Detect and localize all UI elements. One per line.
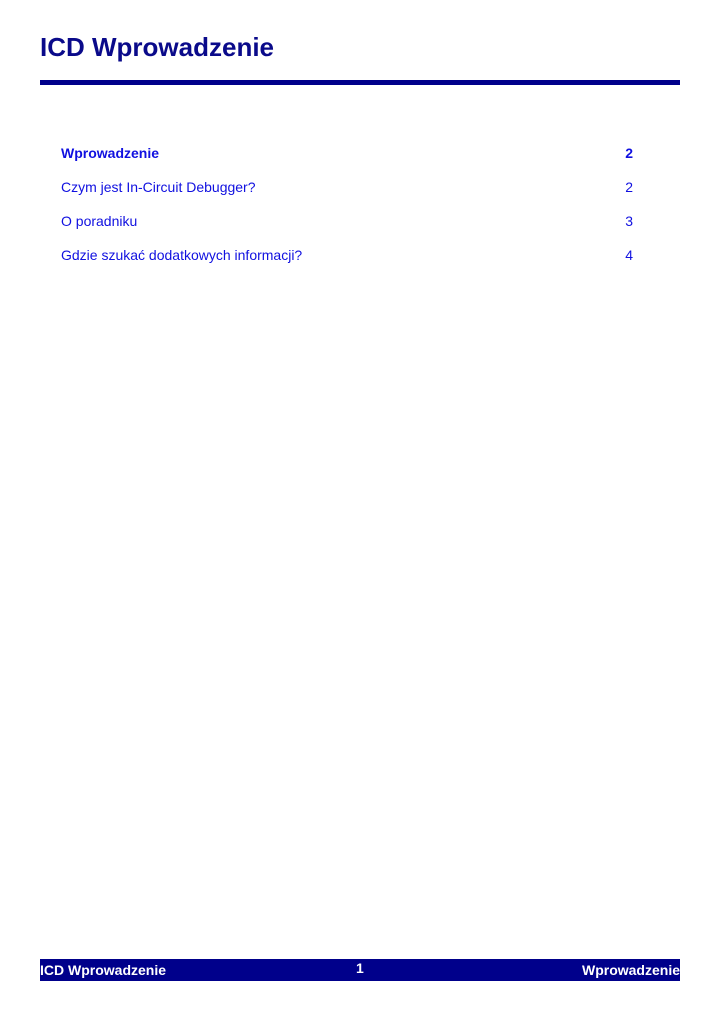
toc-entry-page: 2 — [625, 145, 633, 161]
footer-section-title: Wprowadzenie — [581, 962, 680, 978]
footer-document-title: ICD Wprowadzenie — [40, 962, 167, 978]
toc-entry-wprowadzenie[interactable] — [61, 142, 633, 176]
table-of-contents — [61, 142, 633, 278]
toc-entry-label: Wprowadzenie — [61, 145, 160, 161]
footer-page-number: 1 — [356, 960, 364, 976]
toc-entry-page: 2 — [625, 179, 633, 195]
toc-entry-gdzie-szukac[interactable] — [61, 244, 633, 278]
toc-entry-label: Gdzie szukać dodatkowych informacji? — [61, 247, 303, 263]
toc-entry-page: 4 — [625, 247, 633, 263]
page-footer — [40, 959, 680, 981]
toc-entry-label: Czym jest In-Circuit Debugger? — [61, 179, 256, 195]
title-divider — [40, 80, 680, 85]
toc-entry-czym-jest-icd[interactable] — [61, 176, 633, 210]
toc-entry-label: O poradniku — [61, 213, 138, 229]
toc-entry-page: 3 — [625, 213, 633, 229]
document-title: ICD Wprowadzenie — [40, 32, 275, 62]
toc-entry-o-poradniku[interactable] — [61, 210, 633, 244]
